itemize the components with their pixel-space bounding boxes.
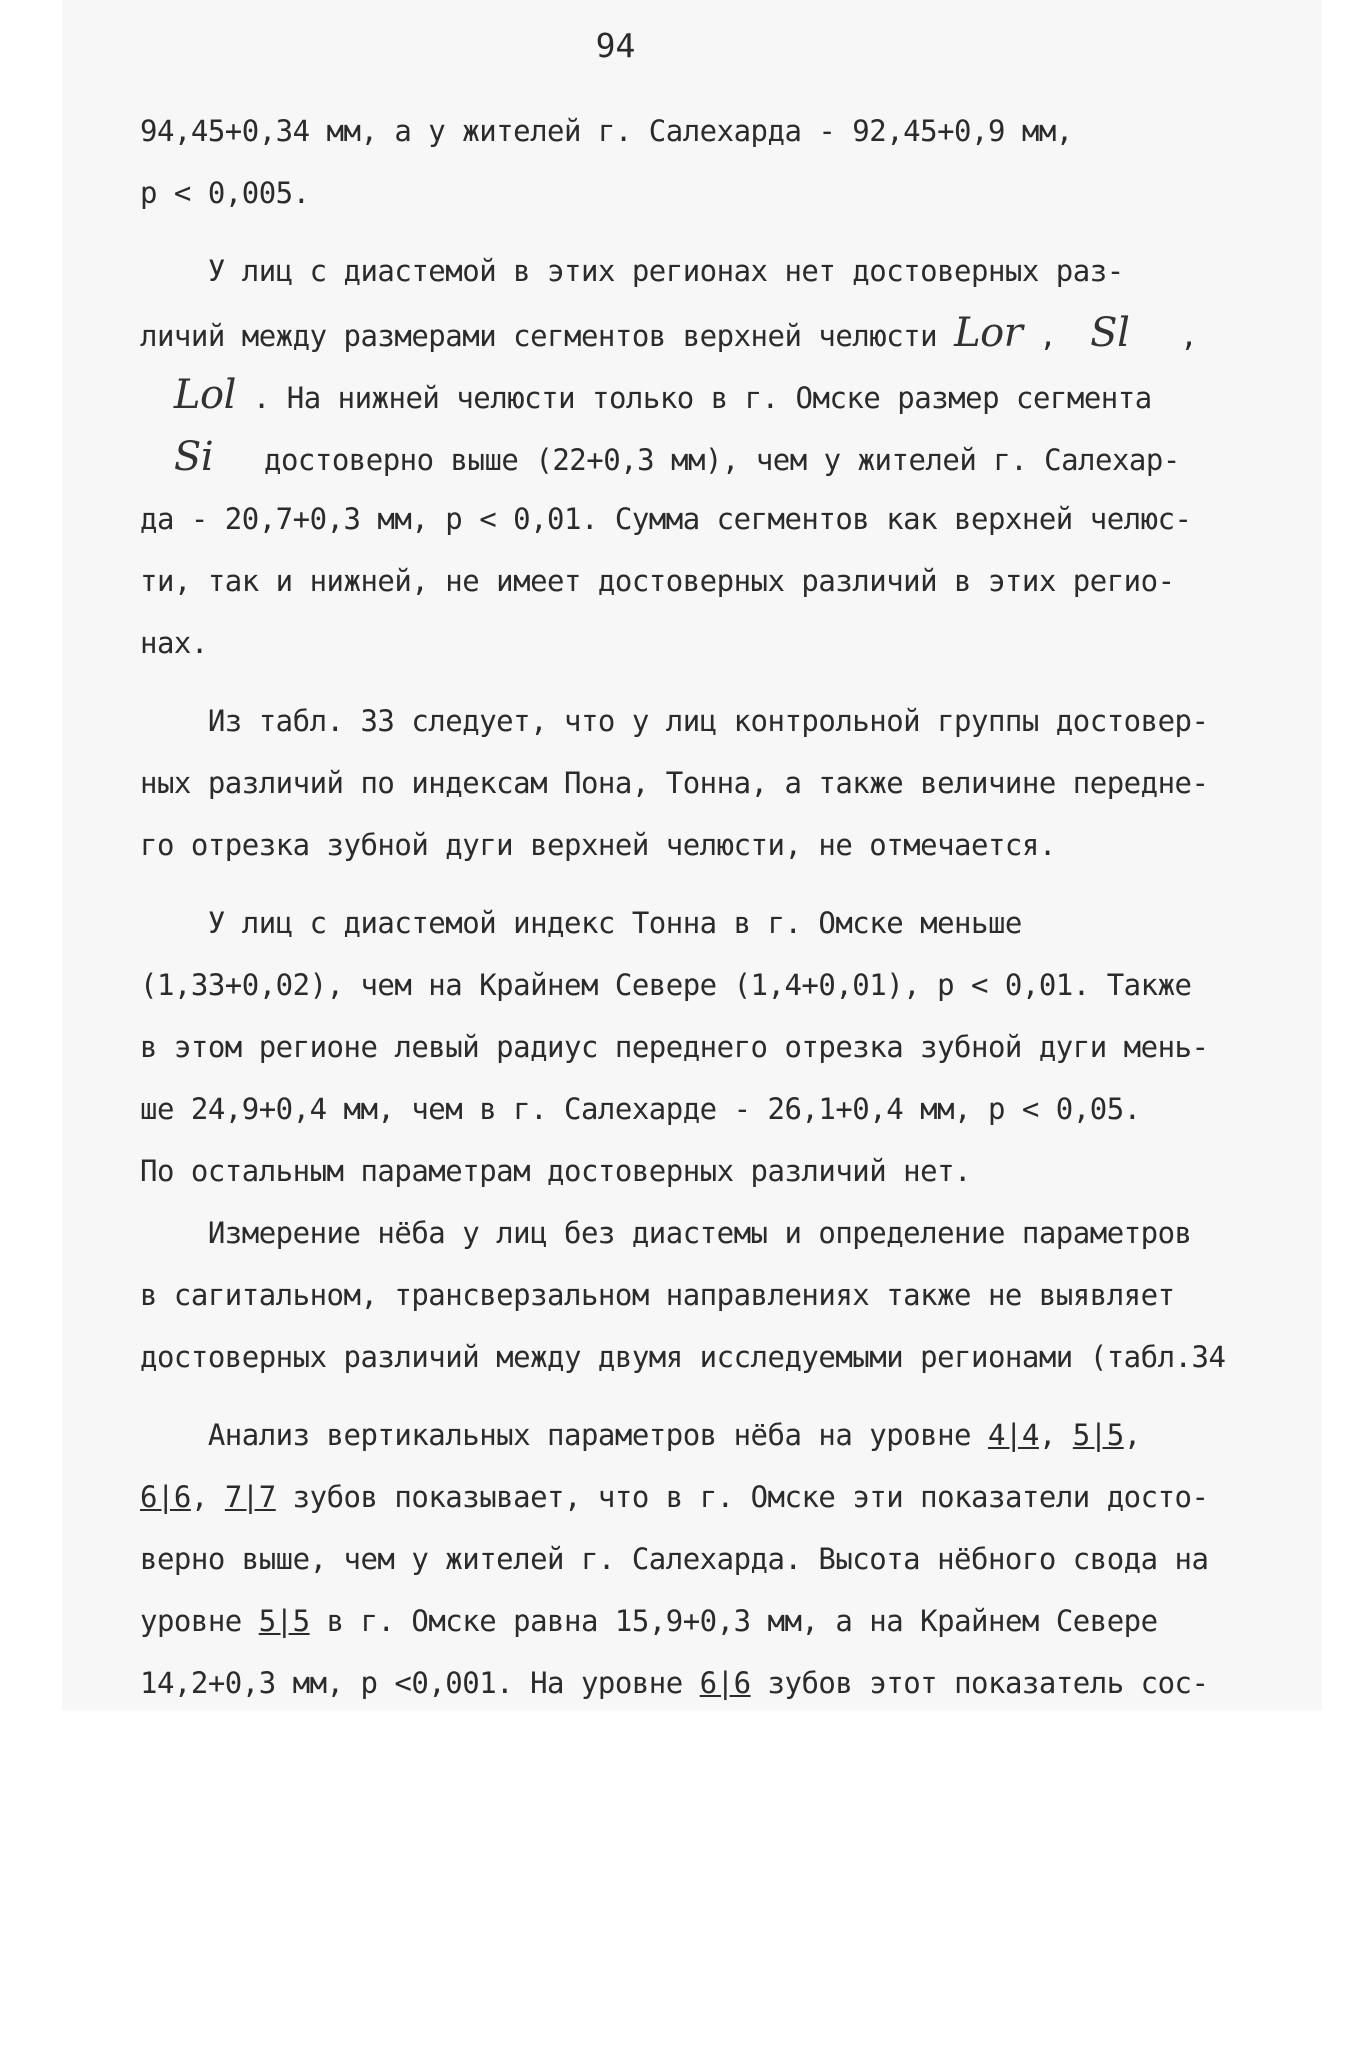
paragraph-gap <box>140 224 1353 240</box>
text-line <box>140 1140 1353 1202</box>
text-line <box>140 1202 1353 1264</box>
text-line <box>140 1016 1353 1078</box>
text-line <box>140 892 1353 954</box>
text-run: Измерение нёба у лиц без диастемы и определение параметров <box>140 1216 1192 1250</box>
text-run: достоверно выше (22+0,3 мм), чем у жителей г. Салехар- <box>213 443 1180 477</box>
text-run: У лиц с диастемой индекс Тонна в г. Омске меньше <box>140 906 1022 940</box>
text-line <box>140 162 1353 224</box>
text-line <box>140 1528 1353 1590</box>
text-run: , <box>1022 319 1091 353</box>
paragraph-gap <box>140 876 1353 892</box>
text-run: , <box>1129 319 1198 353</box>
text-run: р < 0,005. <box>140 176 310 210</box>
text-run <box>140 443 174 477</box>
handwritten-symbol: Lol <box>173 372 236 418</box>
handwritten-symbol: Sl <box>1090 310 1130 356</box>
tooth-notation: 5|5 <box>1072 1418 1124 1452</box>
text-line <box>140 954 1353 1016</box>
text-run: в г. Омске равна 15,9+0,3 мм, а на Крайнем Севере <box>309 1604 1158 1638</box>
text-line <box>140 302 1353 364</box>
text-run: Из табл. 33 следует, что у лиц контрольной группы достовер- <box>140 704 1209 738</box>
text-run: зубов показывает, что в г. Омске эти показатели досто- <box>275 1480 1209 1514</box>
text-run: 14,2+0,3 мм, р <0,001. На уровне <box>140 1666 700 1700</box>
text-line <box>140 1466 1353 1528</box>
text-run: в этом регионе левый радиус переднего отрезка зубной дуги мень- <box>140 1030 1209 1064</box>
text-line <box>140 1078 1353 1140</box>
text-line <box>140 1264 1353 1326</box>
text-line <box>140 690 1353 752</box>
tooth-notation: 6|6 <box>699 1666 751 1700</box>
text-line <box>140 364 1353 426</box>
text-run: зубов этот показатель сос- <box>750 1666 1209 1700</box>
text-run: достоверных различий между двумя исследуемыми регионами (табл.34 <box>140 1340 1226 1374</box>
text-line <box>140 1590 1353 1652</box>
text-run: да - 20,7+0,3 мм, р < 0,01. Сумма сегментов как верхней челюс- <box>140 502 1192 536</box>
tooth-notation: 4|4 <box>987 1418 1039 1452</box>
tooth-notation: 6|6 <box>140 1480 191 1514</box>
text-run: верно выше, чем у жителей г. Салехарда. Высота нёбного свода на <box>140 1542 1209 1576</box>
text-line <box>140 426 1353 488</box>
text-run: ше 24,9+0,4 мм, чем в г. Салехарде - 26,1+0,4 мм, р < 0,05. <box>140 1092 1141 1126</box>
text-line <box>140 814 1353 876</box>
text-line <box>140 612 1353 674</box>
text-line <box>140 752 1353 814</box>
text-run: 94,45+0,34 мм, а у жителей г. Салехарда - 92,45+0,9 мм, <box>140 114 1073 148</box>
text-line <box>140 100 1353 162</box>
text-run: нах. <box>140 626 208 660</box>
tooth-notation: 7|7 <box>224 1480 276 1514</box>
text-run: личий между размерами сегментов верхней челюсти <box>140 319 955 353</box>
text-run: . На нижней челюсти только в г. Омске размер сегмента <box>235 381 1152 415</box>
text-line <box>140 488 1353 550</box>
text-line <box>140 1326 1353 1388</box>
text-run: (1,33+0,02), чем на Крайнем Севере (1,4+0,01), р < 0,01. Также <box>140 968 1192 1002</box>
text-run: го отрезка зубной дуги верхней челюсти, не отмечается. <box>140 828 1056 862</box>
text-line <box>140 550 1353 612</box>
text-line <box>140 1404 1353 1466</box>
text-run: уровне <box>140 1604 259 1638</box>
text-line <box>140 1652 1353 1714</box>
text-run: , <box>1038 1418 1073 1452</box>
tooth-notation: 5|5 <box>258 1604 310 1638</box>
body-text <box>140 100 1353 1714</box>
text-run: , <box>190 1480 225 1514</box>
text-run: , <box>1123 1418 1141 1452</box>
text-line <box>140 240 1353 302</box>
scanned-page <box>62 0 1322 1710</box>
page-number: 94 <box>595 26 636 65</box>
text-run: ных различий по индексам Пона, Тонна, а также величине передне- <box>140 766 1209 800</box>
text-run: Анализ вертикальных параметров нёба на уровне <box>140 1418 988 1452</box>
text-run: У лиц с диастемой в этих регионах нет достоверных раз- <box>140 254 1124 288</box>
paragraph-gap <box>140 1388 1353 1404</box>
text-run: ти, так и нижней, не имеет достоверных различий в этих регио- <box>140 564 1175 598</box>
text-run <box>140 381 174 415</box>
text-run: в сагитальном, трансверзальном направлениях также не выявляет <box>140 1278 1175 1312</box>
handwritten-symbol: Si <box>173 434 214 480</box>
paragraph-gap <box>140 674 1353 690</box>
handwritten-symbol: Lor <box>954 310 1023 356</box>
text-run: По остальным параметрам достоверных различий нет. <box>140 1154 972 1188</box>
